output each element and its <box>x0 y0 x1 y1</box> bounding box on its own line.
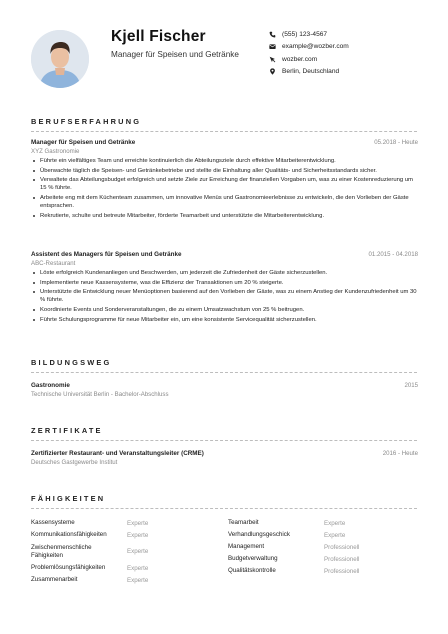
job-bullets <box>31 157 418 220</box>
skill-name: Teamarbeit <box>228 519 259 526</box>
degree-title: Gastronomie <box>31 382 70 389</box>
contact-location <box>268 66 349 79</box>
skill-level: Experte <box>127 548 149 555</box>
bullet-item: Überwachte täglich die Speisen- und Getränkebetriebe und stellte die Einhaltung aller Qualitäts- und Sicherheitsstandards sicher. <box>40 167 418 175</box>
skill-level: Professionell <box>324 555 360 563</box>
contact-email <box>268 41 349 54</box>
school-name: Technische Universität Berlin - Bachelor-Abschluss <box>31 390 169 398</box>
job-date: 01.2015 - 04.2018 <box>368 251 418 258</box>
candidate-role: Manager für Speisen und Getränke <box>111 50 239 59</box>
contact-list <box>268 28 349 78</box>
experience-entry <box>31 139 418 221</box>
skill-name: Zusammenarbeit <box>31 576 78 583</box>
profile-photo <box>31 30 89 88</box>
certificate-issuer: Deutsches Gastgewerbe Institut <box>31 458 118 466</box>
skill-row <box>228 553 418 565</box>
bullet-item: Rekrutierte, schulte und betreute Mitarbeiter, förderte Teamarbeit und unterstützte die Mitarbeiterentwicklung. <box>40 212 418 220</box>
skill-name: Budgetverwaltung <box>228 555 278 562</box>
skill-name: Zwischenmenschliche Fähigkeiten <box>31 543 92 559</box>
skill-level: Professionell <box>324 567 360 575</box>
section-title-experience: BERUFSERFAHRUNG <box>31 117 142 126</box>
skill-row <box>31 541 221 562</box>
company-name: XYZ Gastronomie <box>31 147 80 155</box>
skill-level: Experte <box>127 531 149 539</box>
skill-level: Experte <box>324 519 346 527</box>
bullet-item: Unterstützte die Entwicklung neuer Menüoptionen basierend auf den Vorlieben der Gäste, was zu einem Anstieg der Kundenzufriedenheit um 30 % führte. <box>40 289 417 304</box>
skill-name: Qualitätskontrolle <box>228 567 276 574</box>
contact-location-text: Berlin, Deutschland <box>282 68 340 76</box>
skills-column-right <box>228 517 418 577</box>
skill-level: Experte <box>127 576 149 584</box>
bullet-item: Löste erfolgreich Kundenanliegen und Beschwerden, um jederzeit die Zufriedenheit der Gäste sicherzustellen. <box>40 269 418 277</box>
bullet-item: Führte ein vielfältiges Team und erreichte kontinuierlich die Abteilungsziele durch effektive Mitarbeiterentwicklung. <box>40 157 418 165</box>
skill-name: Kassensysteme <box>31 519 75 526</box>
skill-row <box>228 541 418 553</box>
section-divider <box>31 131 417 132</box>
skill-row <box>31 574 221 586</box>
section-divider <box>31 508 417 509</box>
skill-name: Problemlösungsfähigkeiten <box>31 564 106 571</box>
candidate-name: Kjell Fischer <box>111 28 206 45</box>
certificate-title: Zertifizierter Restaurant- und Veranstaltungsleiter (CRME) <box>31 450 204 457</box>
location-pin-icon <box>268 68 276 76</box>
job-title: Assistent des Managers für Speisen und Getränke <box>31 251 182 258</box>
skill-level: Experte <box>127 564 149 572</box>
skill-row <box>31 517 221 529</box>
degree-date: 2015 <box>404 382 418 389</box>
contact-website-text[interactable]: wozber.com <box>282 55 318 63</box>
skill-name: Kommunikationsfähigkeiten <box>31 531 107 538</box>
mail-icon <box>268 43 276 51</box>
link-icon <box>268 55 276 63</box>
bullet-item: Koordinierte Events und Sonderveranstaltungen, die zu einem Umsatzwachstum von 25 % beitrugen. <box>40 306 418 314</box>
contact-email-text[interactable]: example@wozber.com <box>282 43 349 51</box>
section-title-education: BILDUNGSWEG <box>31 358 112 367</box>
job-date: 05.2018 - Heute <box>374 139 418 146</box>
contact-phone <box>268 28 349 41</box>
avatar <box>31 30 89 88</box>
company-name: ABC-Restaurant <box>31 259 76 267</box>
contact-website <box>268 53 349 66</box>
section-title-certificates: ZERTIFIKATE <box>31 426 103 435</box>
skill-level: Experte <box>324 531 346 539</box>
skill-row <box>228 565 418 577</box>
job-title: Manager für Speisen und Getränke <box>31 139 136 146</box>
bullet-item: Implementierte neue Kassensysteme, was die Effizienz der Transaktionen um 20 % steigerte. <box>40 279 418 287</box>
experience-entry <box>31 251 418 325</box>
skill-row <box>31 562 221 574</box>
skills-column-left <box>31 517 221 586</box>
skill-name: Verhandlungsgeschick <box>228 531 290 538</box>
contact-phone-text[interactable]: (555) 123-4567 <box>282 30 328 38</box>
bullet-item: Führte Schulungsprogramme für neue Mitarbeiter ein, um eine konsistente Servicequalität sicherzustellen. <box>40 316 418 324</box>
job-bullets <box>31 269 418 324</box>
skill-level: Professionell <box>324 543 360 551</box>
skill-row <box>228 529 418 541</box>
certificate-date: 2016 - Heute <box>382 450 418 457</box>
section-divider <box>31 372 417 373</box>
certificate-entry <box>31 450 418 466</box>
skill-row <box>31 529 221 541</box>
phone-icon <box>268 30 276 38</box>
education-entry <box>31 382 418 398</box>
skill-name: Management <box>228 543 265 550</box>
skill-row <box>228 517 418 529</box>
section-divider <box>31 440 417 441</box>
bullet-item: Verwaltete das Abteilungsbudget erfolgreich und setzte Ziele zur Erreichung der finanziellen Vorgaben um, was zu einer Kostenreduzierung um 15 % führte. <box>40 176 418 192</box>
bullet-item: Arbeitete eng mit dem Küchenteam zusammen, um innovative Menüs und Gastronomieerlebnisse zu entwickeln, die den Vorlieben der Gäste entsprachen. <box>40 194 418 210</box>
skill-level: Experte <box>127 519 149 527</box>
section-title-skills: FÄHIGKEITEN <box>31 494 106 503</box>
